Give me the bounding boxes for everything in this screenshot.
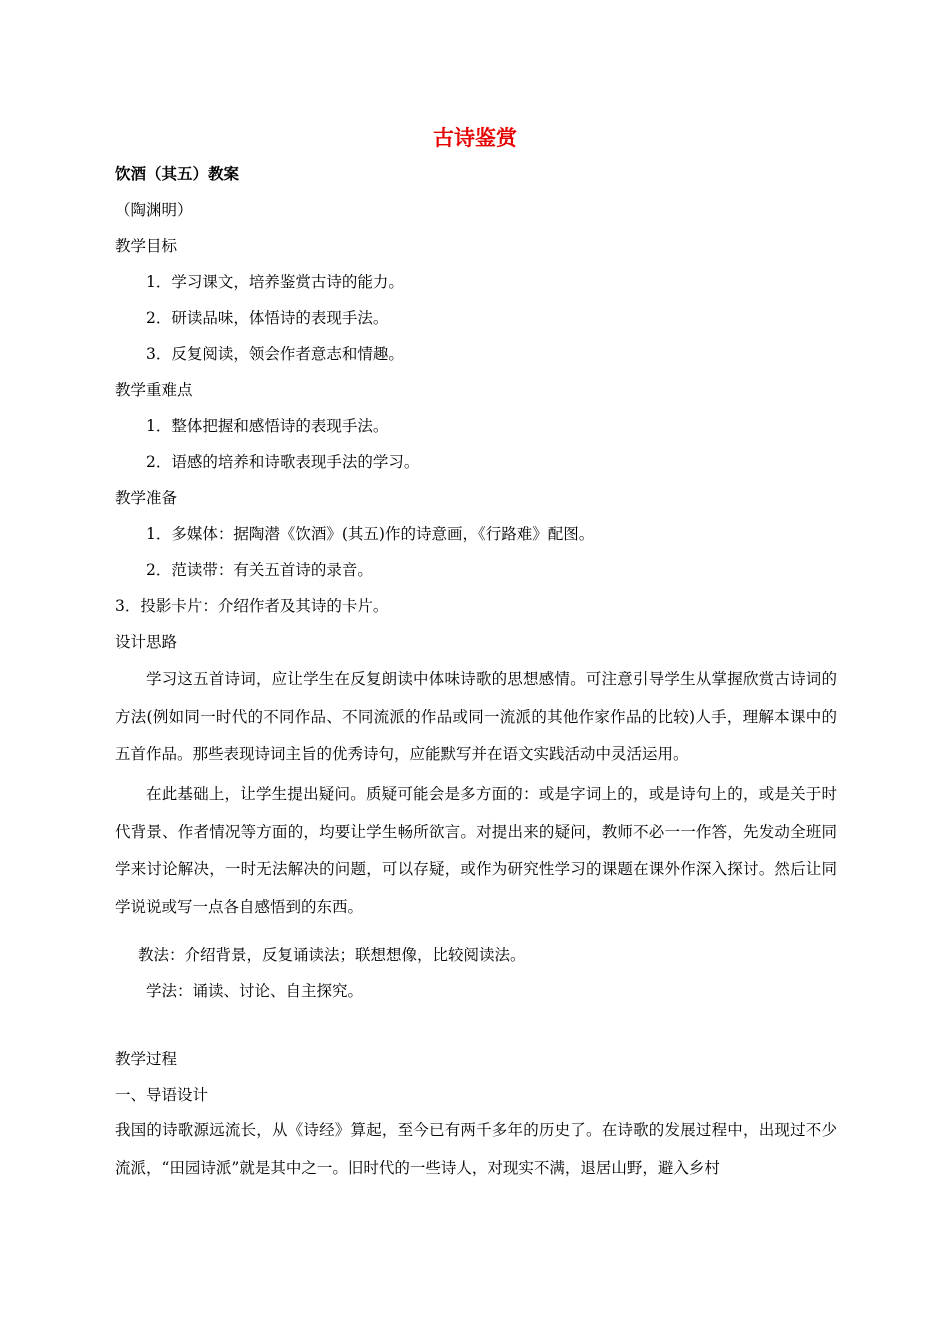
preparation-item: 3．投影卡片：介绍作者及其诗的卡片。 bbox=[115, 597, 389, 615]
section-paragraph: 我国的诗歌源远流长，从《诗经》算起，至今已有两千多年的历史了。在诗歌的发展过程中，出现过不少流派，“田园诗派”就是其中之一。旧时代的一些诗人，对现实不满，退居山野，避入乡村 bbox=[115, 1121, 837, 1177]
learning-method: 学法：诵读、讨论、自主探究。 bbox=[146, 982, 364, 1000]
design-heading: 设计思路 bbox=[115, 633, 178, 651]
lesson-subtitle: 饮酒（其五）教案 bbox=[115, 164, 240, 183]
design-paragraph: 在此基础上，让学生提出疑问。质疑可能会是多方面的：或是字词上的，或是诗句上的，或是关于时代背景、作者情况等方面的，均要让学生畅所欲言。对提出来的疑问，教师不必一一作答，先发动全班同学来讨论解决，一时无法解决的问题，可以存疑，或作为研究性学习的课题在课外作深入探讨。然后让同学说说或写一点各自感悟到的东西。 bbox=[115, 785, 837, 916]
objective-item: 1．学习课文，培养鉴赏古诗的能力。 bbox=[146, 273, 404, 291]
author-name: （陶渊明） bbox=[115, 201, 193, 219]
preparation-item: 2．范读带：有关五首诗的录音。 bbox=[146, 561, 373, 579]
design-paragraph: 学习这五首诗词，应让学生在反复朗读中体味诗歌的思想感情。可注意引导学生从掌握欣赏古诗词的方法(例如同一时代的不同作品、不同流派的作品或同一流派的其他作家作品的比较)人手，理解本课中的五首作品。那些表现诗词主旨的优秀诗句，应能默写并在语文实践活动中灵活运用。 bbox=[115, 670, 837, 763]
process-heading: 教学过程 bbox=[115, 1050, 178, 1068]
teaching-method: 教法：介绍背景，反复诵读法；联想想像，比较阅读法。 bbox=[138, 946, 526, 964]
objectives-heading: 教学目标 bbox=[115, 237, 178, 255]
objective-item: 3．反复阅读，领会作者意志和情趣。 bbox=[146, 345, 404, 363]
preparation-item: 1．多媒体：据陶潜《饮酒》(其五)作的诗意画，《行路难》配图。 bbox=[146, 525, 595, 543]
document-title: 古诗鉴赏 bbox=[433, 125, 517, 150]
preparation-heading: 教学准备 bbox=[115, 489, 178, 507]
section-heading: 一、导语设计 bbox=[115, 1086, 209, 1104]
key-point-item: 1．整体把握和感悟诗的表现手法。 bbox=[146, 417, 389, 435]
key-point-item: 2．语感的培养和诗歌表现手法的学习。 bbox=[146, 453, 420, 471]
key-points-heading: 教学重难点 bbox=[115, 381, 193, 399]
objective-item: 2．研读品味，体悟诗的表现手法。 bbox=[146, 309, 389, 327]
